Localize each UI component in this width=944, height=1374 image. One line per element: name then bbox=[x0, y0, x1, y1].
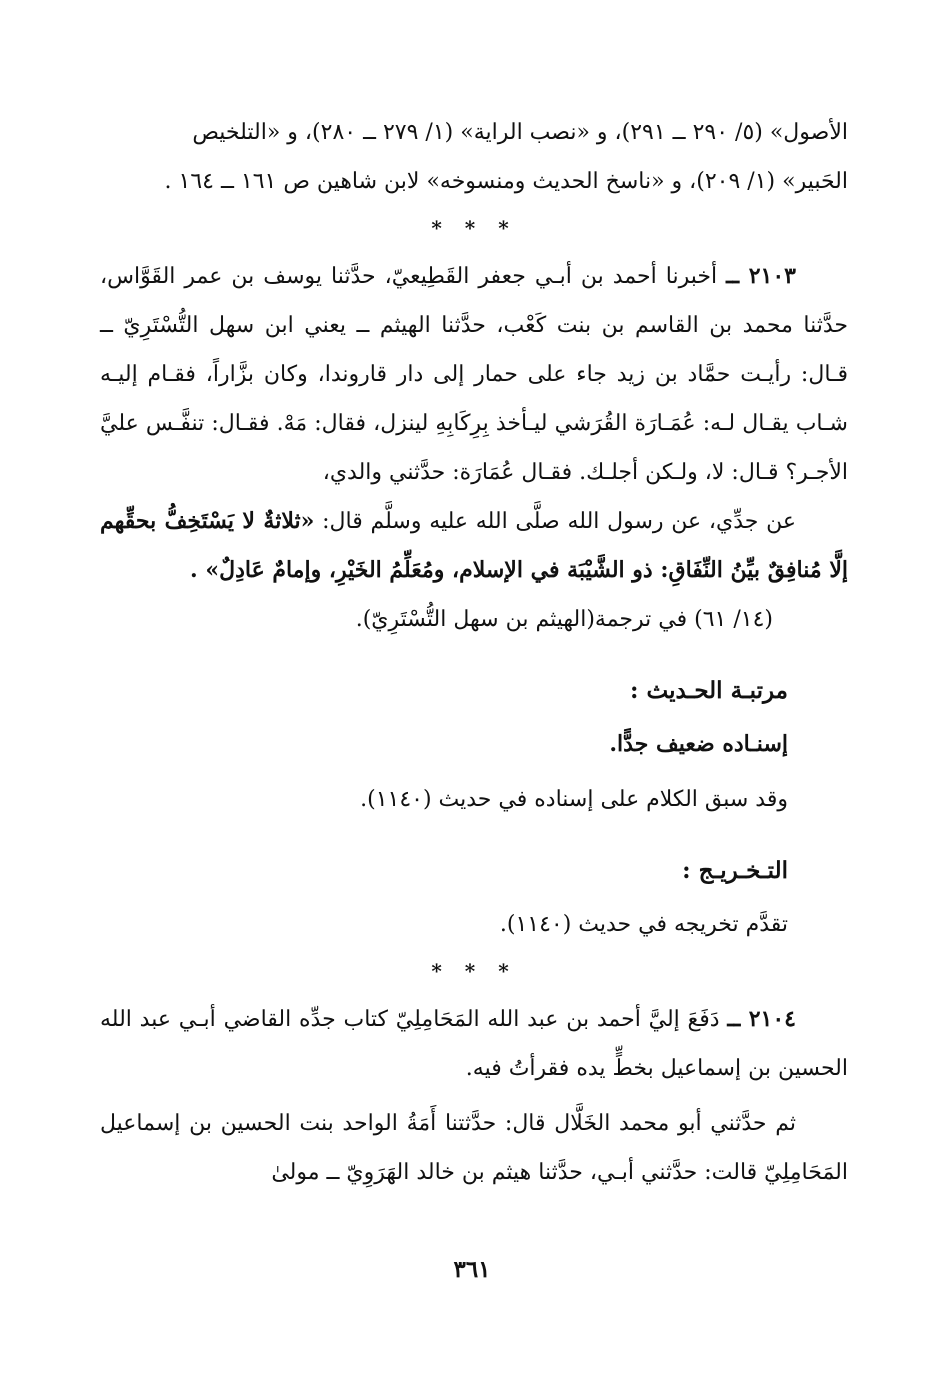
hadith-number: ٢١٠٣ ــ bbox=[726, 263, 796, 289]
hadith-chain: عن جدِّي، عن رسول الله صلَّى الله عليه وسلَّم قال: bbox=[322, 509, 797, 534]
takhrij-heading: التـخـريـج : bbox=[682, 857, 788, 884]
grading-note: وقد سبق الكلام على إسناده في حديث (١١٤٠). bbox=[360, 787, 788, 812]
footnote-continuation bbox=[100, 108, 848, 206]
takhrij-text: تقدَّم تخريجه في حديث (١١٤٠). bbox=[499, 912, 788, 937]
hadith-2104-paragraph bbox=[100, 995, 848, 1093]
hadith-2104-continuation: ثم حدَّثني أبو محمد الخَلَّال قال: حدَّثتنا أَمَةُ الواحد بنت الحسين بن إسماعيل المَحَامِلِيّ قالت: حدَّثني أبـي، حدَّثنا هيثم بن خالد الهَرَوِيّ ــ مولىٰ bbox=[100, 1111, 848, 1185]
section-separator: * * * bbox=[431, 216, 517, 240]
hadith-2103-matn-paragraph bbox=[100, 497, 848, 595]
hadith-matn: «ثلاثةٌ لا يَسْتَخِفُّ بحقِّهم إلَّا مُنافِقٌ بيِّنُ النِّفَاقِ: ذو الشَّيْبَة في الإسلام، ومُعَلِّمُ الخَيْرِ، وإمامٌ عَادِلٌ» . bbox=[100, 508, 848, 583]
hadith-isnad: دَفَعَ إليَّ أحمد بن عبد الله المَحَامِلِيّ كتاب جدِّه القاضي أبـي عبد الله الحسين بن إسماعيل بخطٍّ يده فقرأتُ فيه. bbox=[100, 1007, 848, 1081]
hadith-reference: (١٤/ ٦١) في ترجمة(الهيثم بن سهل التُّسْتَرِيّ). bbox=[355, 607, 773, 632]
page-number: ٣٦١ bbox=[453, 1256, 491, 1283]
hadith-isnad: أخبرنا أحمد بن أبـي جعفر القَطِيعيّ، حدَّثنا يوسف بن عمر القَوَّاس، حدَّثنا محمد بن القاسم بن بنت كَعْب، حدَّثنا الهيثم ــ يعني ابن سهل التُّسْتَرِيّ ــ قـال: رأيـت حمَّاد بن زيد جاء على حمار إلى دار قاروندا، وكان بزَّاراً، فقـام إليـه شـاب يقـال لـه: عُمَـارَة القُرَشي ليـأخذ بِرِكَابِهِ لينزل، فقال: مَهْ. فقـال: تنفَّـس عليَّ الأجـر؟ قـال: لا، ولـكن أجلـك. فقـال عُمَارَة: حدَّثني والدي، bbox=[100, 264, 848, 485]
section-separator: * * * bbox=[431, 959, 517, 983]
footnote-line-2: الحَبير» (١/ ٢٠٩)، و «ناسخ الحديث ومنسوخه» لابن شاهين ص ١٦١ ــ ١٦٤ . bbox=[164, 169, 848, 194]
grading-verdict: إسنـاده ضعيف جدًّا. bbox=[609, 731, 788, 757]
footnote-line-1: الأصول» (٥/ ٢٩٠ ــ ٢٩١)، و «نصب الراية» (١/ ٢٧٩ ــ ٢٨٠)، و «التلخيص bbox=[192, 120, 848, 145]
grading-heading: مرتبـة الحـديث : bbox=[630, 677, 788, 704]
page-body bbox=[100, 108, 848, 1197]
hadith-2103-paragraph bbox=[100, 252, 848, 497]
hadith-number: ٢١٠٤ ــ bbox=[727, 1006, 796, 1032]
